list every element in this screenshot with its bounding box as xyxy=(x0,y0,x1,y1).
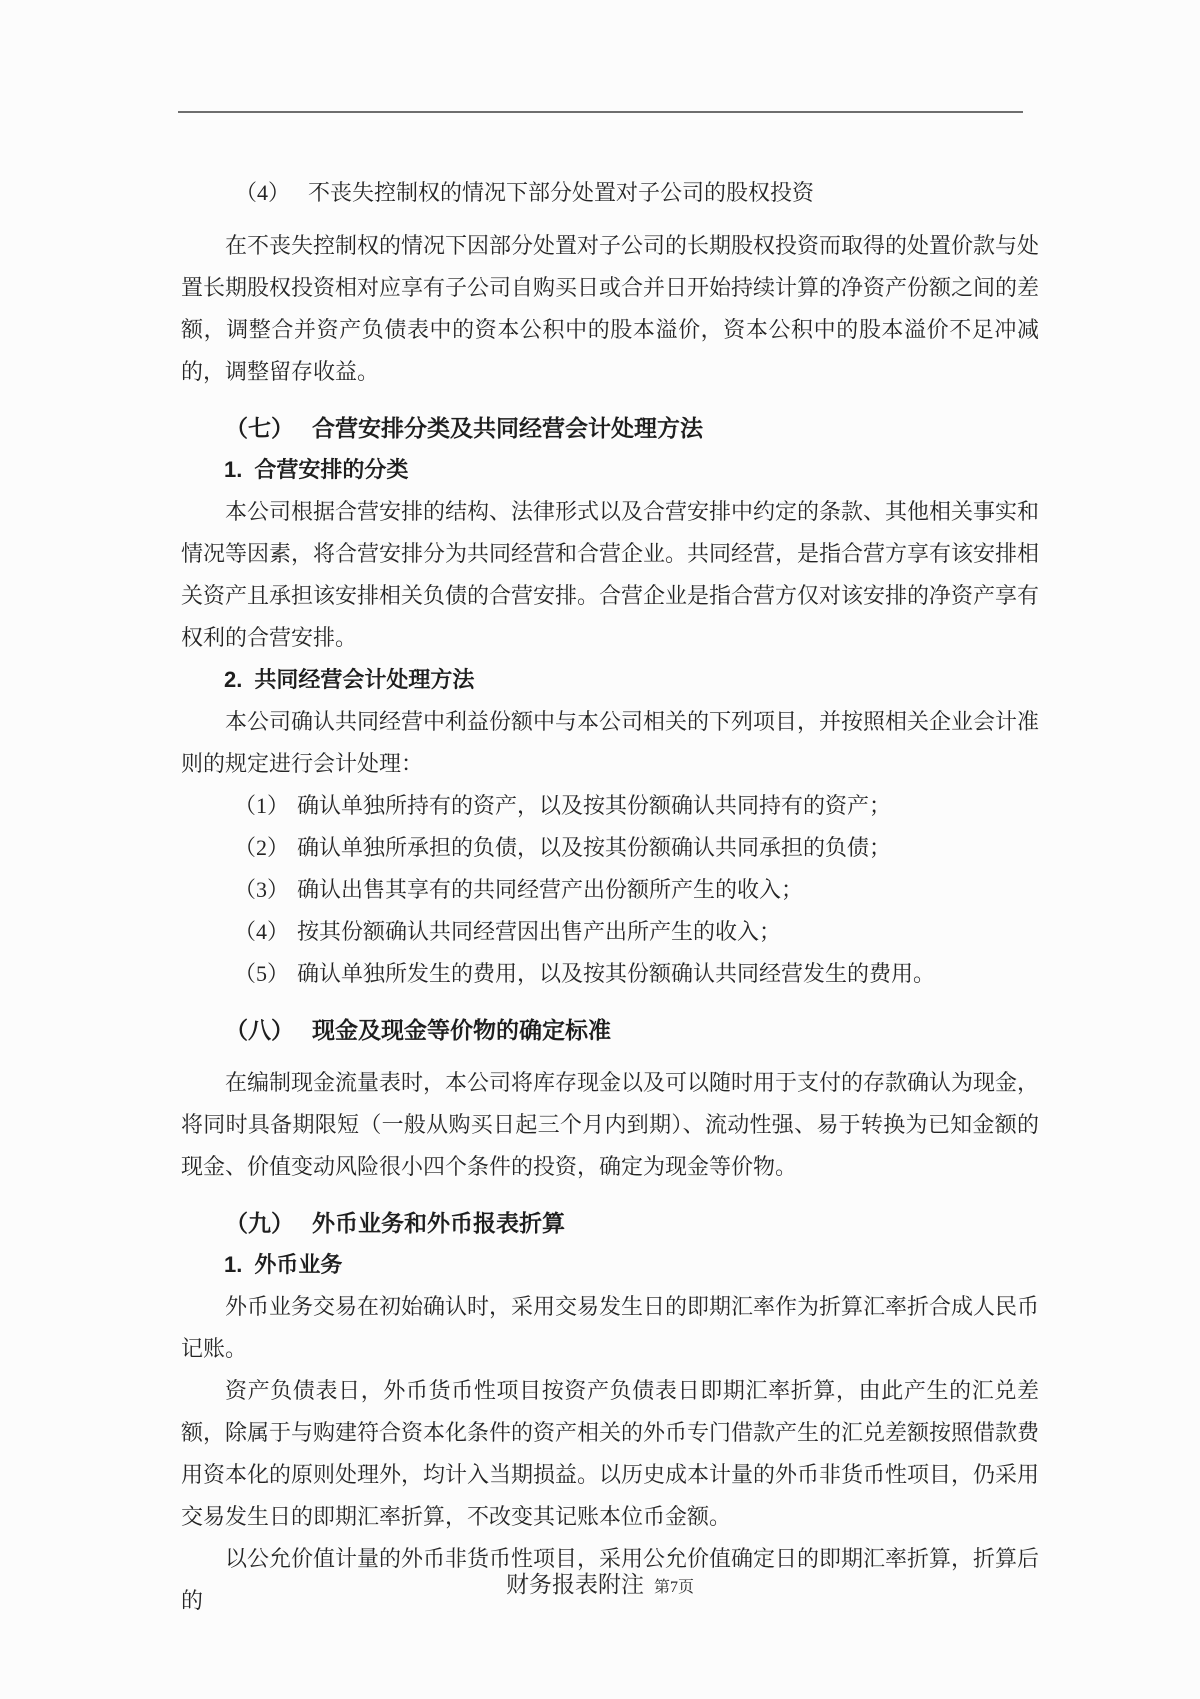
section-heading-7 xyxy=(181,407,1039,449)
list-number: （1） xyxy=(234,793,290,818)
section-number: （八） xyxy=(225,1017,294,1043)
sub-heading-2 xyxy=(181,659,1039,701)
list-item-4 xyxy=(181,911,1039,953)
sub-title: 合营安排的分类 xyxy=(254,457,409,482)
document-body xyxy=(181,172,1039,1622)
section-title: 外币业务和外币报表折算 xyxy=(312,1210,565,1236)
paragraph: 本公司确认共同经营中利益份额中与本公司相关的下列项目，并按照相关企业会计准则的规定进行会计处理： xyxy=(181,709,1040,776)
sub-title: 共同经营会计处理方法 xyxy=(254,667,475,692)
item-number: （4） xyxy=(235,180,291,205)
list-item-2 xyxy=(181,827,1039,869)
section-heading-8 xyxy=(181,1009,1039,1051)
list-number: （3） xyxy=(234,877,290,902)
paragraph: 在不丧失控制权的情况下因部分处置对子公司的长期股权投资而取得的处置价款与处置长期股权投资相对应享有子公司自购买日或合并日开始持续计算的净资产份额之间的差额，调整合并资产负债表中的资本公积中的股本溢价，资本公积中的股本溢价不足冲减的，调整留存收益。 xyxy=(181,233,1040,384)
section-number: （七） xyxy=(225,415,294,441)
section-title: 合营安排分类及共同经营会计处理方法 xyxy=(312,415,703,441)
list-text: 确认单独所发生的费用，以及按其份额确认共同经营发生的费用。 xyxy=(297,961,936,986)
section-heading-9 xyxy=(181,1202,1039,1244)
section-title: 现金及现金等价物的确定标准 xyxy=(312,1017,611,1043)
footer-doc-title: 财务报表附注 xyxy=(505,1572,644,1597)
sub-title: 外币业务 xyxy=(254,1252,343,1277)
paragraph: 本公司根据合营安排的结构、法律形式以及合营安排中约定的条款、其他相关事实和情况等因素，将合营安排分为共同经营和合营企业。共同经营，是指合营方享有该安排相关资产且承担该安排相关负债的合营安排。合营企业是指合营方仅对该安排的净资产享有权利的合营安排。 xyxy=(181,499,1040,650)
list-item-1 xyxy=(181,785,1039,827)
paragraph: 在编制现金流量表时，本公司将库存现金以及可以随时用于支付的存款确认为现金，将同时具备期限短（一般从购买日起三个月内到期）、流动性强、易于转换为已知金额的现金、价值变动风险很小四个条件的投资，确定为现金等价物。 xyxy=(181,1070,1040,1179)
page-footer xyxy=(0,1568,1200,1605)
section-number: （九） xyxy=(225,1210,294,1236)
paragraph: 外币业务交易在初始确认时，采用交易发生日的即期汇率作为折算汇率折合成人民币记账。 xyxy=(181,1294,1040,1361)
list-number: （5） xyxy=(234,961,290,986)
footer-page-number: 第7页 xyxy=(653,1579,694,1596)
sub-number: 1. xyxy=(224,457,243,482)
list-number: （4） xyxy=(234,919,290,944)
header-rule xyxy=(178,111,1023,113)
paragraph: 以公允价值计量的外币非货币性项目，采用公允价值确定日的即期汇率折算，折算后的 xyxy=(181,1546,1040,1613)
list-text: 按其份额确认共同经营因出售产出所产生的收入； xyxy=(297,919,782,944)
sub-number: 2. xyxy=(224,667,243,692)
paragraph: 资产负债表日，外币货币性项目按资产负债表日即期汇率折算，由此产生的汇兑差额，除属于与购建符合资本化条件的资产相关的外币专门借款产生的汇兑差额按照借款费用资本化的原则处理外，均计入当期损益。以历史成本计量的外币非货币性项目，仍采用交易发生日的即期汇率折算，不改变其记账本位币金额。 xyxy=(181,1378,1040,1529)
sub-number: 1. xyxy=(224,1252,243,1277)
list-item-5 xyxy=(181,953,1039,995)
sub-heading-fx-1 xyxy=(181,1244,1039,1286)
list-text: 确认出售其享有的共同经营产出份额所产生的收入； xyxy=(297,877,804,902)
list-number: （2） xyxy=(234,835,290,860)
list-text: 确认单独所承担的负债，以及按其份额确认共同承担的负债； xyxy=(297,835,892,860)
list-text: 确认单独所持有的资产，以及按其份额确认共同持有的资产； xyxy=(297,793,892,818)
item-title: 不丧失控制权的情况下部分处置对子公司的股权投资 xyxy=(308,180,815,205)
list-item-3 xyxy=(181,869,1039,911)
item-heading-4 xyxy=(181,172,1039,214)
sub-heading-1 xyxy=(181,449,1039,491)
